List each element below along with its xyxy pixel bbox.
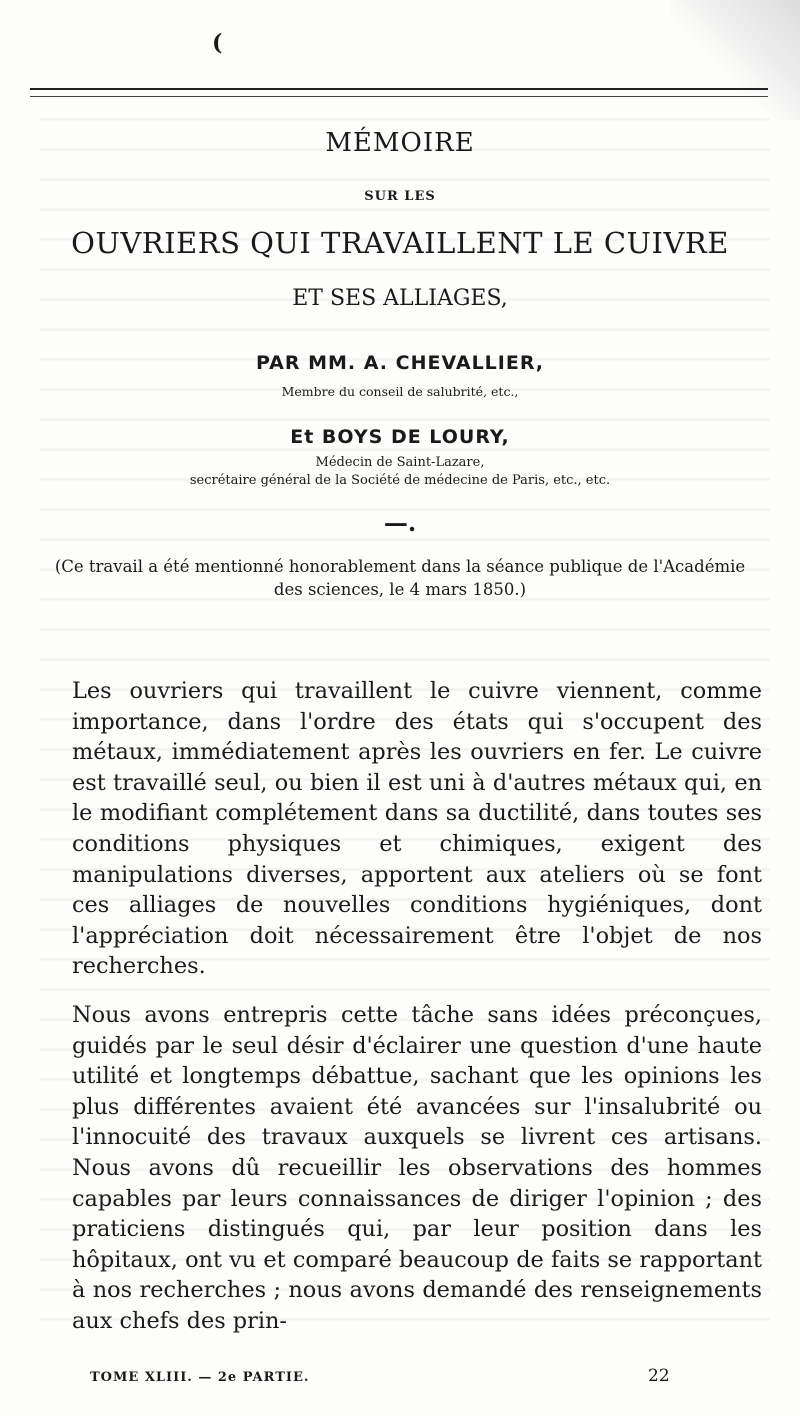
page-number: 22 <box>648 1366 670 1386</box>
main-title: OUVRIERS QUI TRAVAILLENT LE CUIVRE <box>71 226 729 260</box>
subtitle: ET SES ALLIAGES, <box>292 286 508 311</box>
academy-note-line-1: (Ce travail a été mentionné honorablement dans la séance publique de l'Académie <box>54 557 746 576</box>
body-paragraph-1: Les ouvriers qui travaillent le cuivre viennent, comme importance, dans l'ordre des états qui s'occupent des métaux, immédiatement après les ouvriers en fer. Le cuivre est travaillé seul, ou bien il est uni à d'autres métaux qui, en le modifiant complétement dans sa ductilité, dans toutes ses conditions physiques et chimiques, exigent des manipulations diverses, apportent aux ateliers où se font ces alliages de nouvelles conditions hygiéniques, dont l'appréciation doit nécessairement être l'objet de nos recherches. <box>72 678 762 980</box>
header-rule-thin <box>30 96 768 97</box>
sur-les-heading: SUR LES <box>364 189 436 204</box>
torn-corner <box>670 0 800 120</box>
memoire-heading: MÉMOIRE <box>325 128 475 158</box>
header-rule <box>30 88 768 90</box>
author-boys-role-1: Médecin de Saint-Lazare, <box>315 455 485 470</box>
author-boys-role-2: secrétaire général de la Société de médecine de Paris, etc., etc. <box>189 473 611 488</box>
author-boys-de-loury: Et BOYS DE LOURY, <box>290 426 510 448</box>
separator: —. <box>383 508 417 537</box>
body-paragraph-2: Nous avons entrepris cette tâche sans idées préconçues, guidés par le seul désir d'éclairer une question d'une haute utilité et longtemps débattue, sachant que les opinions les plus différentes avaient été avancées sur l'insalubrité ou l'innocuité des travaux auxquels se livrent ces artisans. Nous avons dû recueillir les observations des hommes capables par leurs connaissances de diriger l'opinion ; des praticiens distingués qui, par leur position dans les hôpitaux, ont vu et comparé beaucoup de faits se rapportant à nos recherches ; nous avons demandé des renseignements aux chefs des prin- <box>72 1002 762 1334</box>
author-chevallier-role: Membre du conseil de salubrité, etc., <box>281 384 519 399</box>
academy-note-line-2: des sciences, le 4 mars 1850.) <box>273 580 527 599</box>
author-chevallier: PAR MM. A. CHEVALLIER, <box>255 352 545 374</box>
volume-footer: TOME XLIII. — 2e PARTIE. <box>90 1370 310 1385</box>
printer-mark: ( <box>212 30 223 56</box>
